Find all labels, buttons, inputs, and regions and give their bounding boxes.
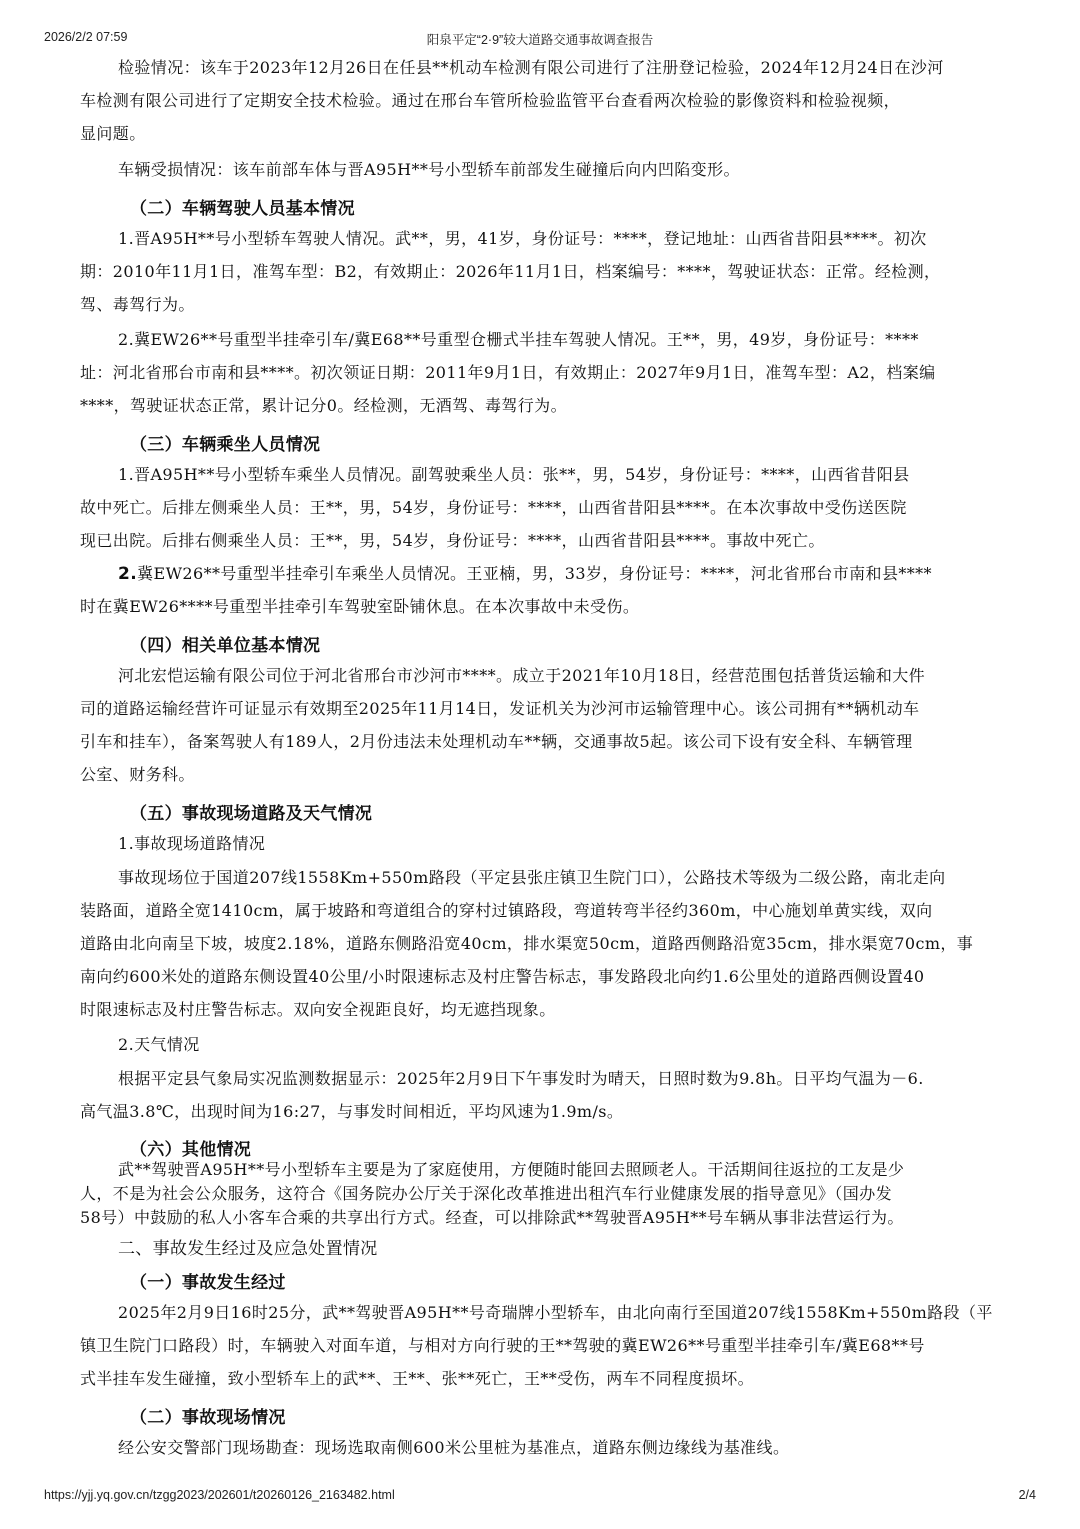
inspection-line-2: 车检测有限公司进行了定期安全技术检验。通过在邢台车管所检验监管平台查看两次检验的影像资料和检验视频， bbox=[80, 91, 901, 110]
road-subheading: 1.事故现场道路情况 bbox=[118, 834, 266, 853]
heading-passenger-info: （三）车辆乘坐人员情况 bbox=[130, 435, 321, 455]
process-line-1: 2025年2月9日16时25分，武**驾驶晋A95H**号奇瑞牌小型轿车，由北向南行至国道207线1558Km+550m路段（平 bbox=[118, 1303, 993, 1322]
driver1-line-1: 1.晋A95H**号小型轿车驾驶人情况。武**，男，41岁，身份证号：****，登记地址：山西省昔阳县****。初次 bbox=[118, 229, 927, 248]
company-line-1: 河北宏恺运输有限公司位于河北省邢台市沙河市****。成立于2021年10月18日，经营范围包括普货运输和大件 bbox=[118, 666, 926, 685]
heading-road-weather: （五）事故现场道路及天气情况 bbox=[130, 804, 373, 824]
road-line-4: 南向约600米处的道路东侧设置40公里/小时限速标志及村庄警告标志，事发路段北向约1.6公里处的道路西侧设置40 bbox=[80, 967, 925, 986]
driver2-line-2: 址：河北省邢台市南和县****。初次领证日期：2011年9月1日，有效期止：2027年9月1日，准驾车型：A2，档案编 bbox=[80, 363, 936, 382]
driver2-line-3: ****，驾驶证状态正常，累计记分0。经检测，无酒驾、毒驾行为。 bbox=[80, 396, 567, 415]
other-line-2: 人，不是为社会公众服务，这符合《国务院办公厅关于深化改革推进出租汽车行业健康发展的指导意见》（国办发 bbox=[80, 1184, 893, 1203]
driver1-line-3: 驾、毒驾行为。 bbox=[80, 295, 195, 314]
company-line-3: 引车和挂车），备案驾驶人有189人，2月份违法未处理机动车**辆，交通事故5起。该公司下设有安全科、车辆管理 bbox=[80, 732, 913, 751]
passenger1-line-3: 现已出院。后排右侧乘坐人员：王**，男，54岁，身份证号：****，山西省昔阳县****。事故中死亡。 bbox=[80, 531, 825, 550]
passenger2-text: 冀EW26**号重型半挂牵引车乘坐人员情况。王亚楠，男，33岁，身份证号：****，河北省邢台市南和县**** bbox=[137, 564, 932, 583]
damage-line-1: 车辆受损情况：该车前部车体与晋A95H**号小型轿车前部发生碰撞后向内凹陷变形。 bbox=[118, 160, 740, 179]
print-datetime: 2026/2/2 07:59 bbox=[44, 30, 128, 44]
passenger2-line-1 bbox=[80, 564, 932, 584]
heading-company-info: （四）相关单位基本情况 bbox=[130, 636, 321, 656]
weather-line-2: 高气温3.8℃，出现时间为16:27，与事发时间相近，平均风速为1.9m/s。 bbox=[80, 1102, 624, 1121]
heading-accident-scene: （二）事故现场情况 bbox=[130, 1408, 286, 1428]
process-line-3: 式半挂车发生碰撞，致小型轿车上的武**、王**、张**死亡，王**受伤，两车不同程度损坏。 bbox=[80, 1369, 755, 1388]
weather-subheading: 2.天气情况 bbox=[118, 1035, 200, 1054]
road-line-2: 装路面，道路全宽1410cm，属于坡路和弯道组合的穿村过镇路段，弯道转弯半径约360m，中心施划单黄实线，双向 bbox=[80, 901, 933, 920]
weather-line-1: 根据平定县气象局实况监测数据显示：2025年2月9日下午事发时为晴天，日照时数为9.8h。日平均气温为－6. bbox=[118, 1069, 924, 1088]
inspection-line-1: 检验情况：该车于2023年12月26日在任县**机动车检测有限公司进行了注册登记检验，2024年12月24日在沙河 bbox=[118, 58, 944, 77]
driver1-line-2: 期：2010年11月1日，准驾车型：B2，有效期止：2026年11月1日，档案编号：****，驾驶证状态：正常。经检测， bbox=[80, 262, 941, 281]
company-line-2: 司的道路运输经营许可证显示有效期至2025年11月14日，发证机关为沙河市运输管理中心。该公司拥有**辆机动车 bbox=[80, 699, 920, 718]
company-line-4: 公室、财务科。 bbox=[80, 765, 195, 784]
section-two-title: 二、事故发生经过及应急处置情况 bbox=[118, 1239, 378, 1259]
report-content bbox=[80, 54, 1032, 1474]
document-title: 阳泉平定“2·9”较大道路交通事故调查报告 bbox=[426, 33, 654, 47]
passenger2-line-2: 时在冀EW26****号重型半挂牵引车驾驶室卧铺休息。在本次事故中未受伤。 bbox=[80, 597, 640, 616]
passenger1-line-2: 故中死亡。后排左侧乘坐人员：王**，男，54岁，身份证号：****，山西省昔阳县****。在本次事故中受伤送医院 bbox=[80, 498, 907, 517]
process-line-2: 镇卫生院门口路段）时，车辆驶入对面车道，与相对方向行驶的王**驾驶的冀EW26**号重型半挂牵引车/冀E68**号 bbox=[80, 1336, 925, 1355]
page-number: 2/4 bbox=[1018, 1488, 1036, 1502]
road-line-5: 时限速标志及村庄警告标志。双向安全视距良好，均无遮挡现象。 bbox=[80, 1000, 556, 1019]
scene-line-1: 经公安交警部门现场勘查：现场选取南侧600米公里桩为基准点，道路东侧边缘线为基准线。 bbox=[118, 1438, 790, 1457]
heading-other-info: （六）其他情况 bbox=[130, 1140, 252, 1160]
driver2-line-1: 2.冀EW26**号重型半挂牵引车/冀E68**号重型仓栅式半挂车驾驶人情况。王**，男，49岁，身份证号：**** bbox=[118, 330, 919, 349]
passenger1-line-1: 1.晋A95H**号小型轿车乘坐人员情况。副驾驶乘坐人员：张**，男，54岁，身份证号：****，山西省昔阳县 bbox=[118, 465, 910, 484]
heading-driver-info: （二）车辆驾驶人员基本情况 bbox=[130, 199, 355, 219]
page-url: https://yjj.yq.gov.cn/tzgg2023/202601/t20260126_2163482.html bbox=[44, 1488, 395, 1502]
heading-accident-process: （一）事故发生经过 bbox=[130, 1273, 286, 1293]
other-line-3: 58号）中鼓励的私人小客车合乘的共享出行方式。经查，可以排除武**驾驶晋A95H**号车辆从事非法营运行为。 bbox=[80, 1208, 904, 1227]
road-line-3: 道路由北向南呈下坡，坡度2.18%，道路东侧路沿宽40cm，排水渠宽50cm，道路西侧路沿宽35cm，排水渠宽70cm，事 bbox=[80, 934, 974, 953]
road-line-1: 事故现场位于国道207线1558Km+550m路段（平定县张庄镇卫生院门口），公路技术等级为二级公路，南北走向 bbox=[118, 868, 946, 887]
other-line-1: 武**驾驶晋A95H**号小型轿车主要是为了家庭使用，方便随时能回去照顾老人。干活期间往返拉的工友是少 bbox=[118, 1160, 905, 1179]
passenger2-number: 2. bbox=[118, 564, 138, 584]
inspection-line-3: 显问题。 bbox=[80, 124, 146, 143]
